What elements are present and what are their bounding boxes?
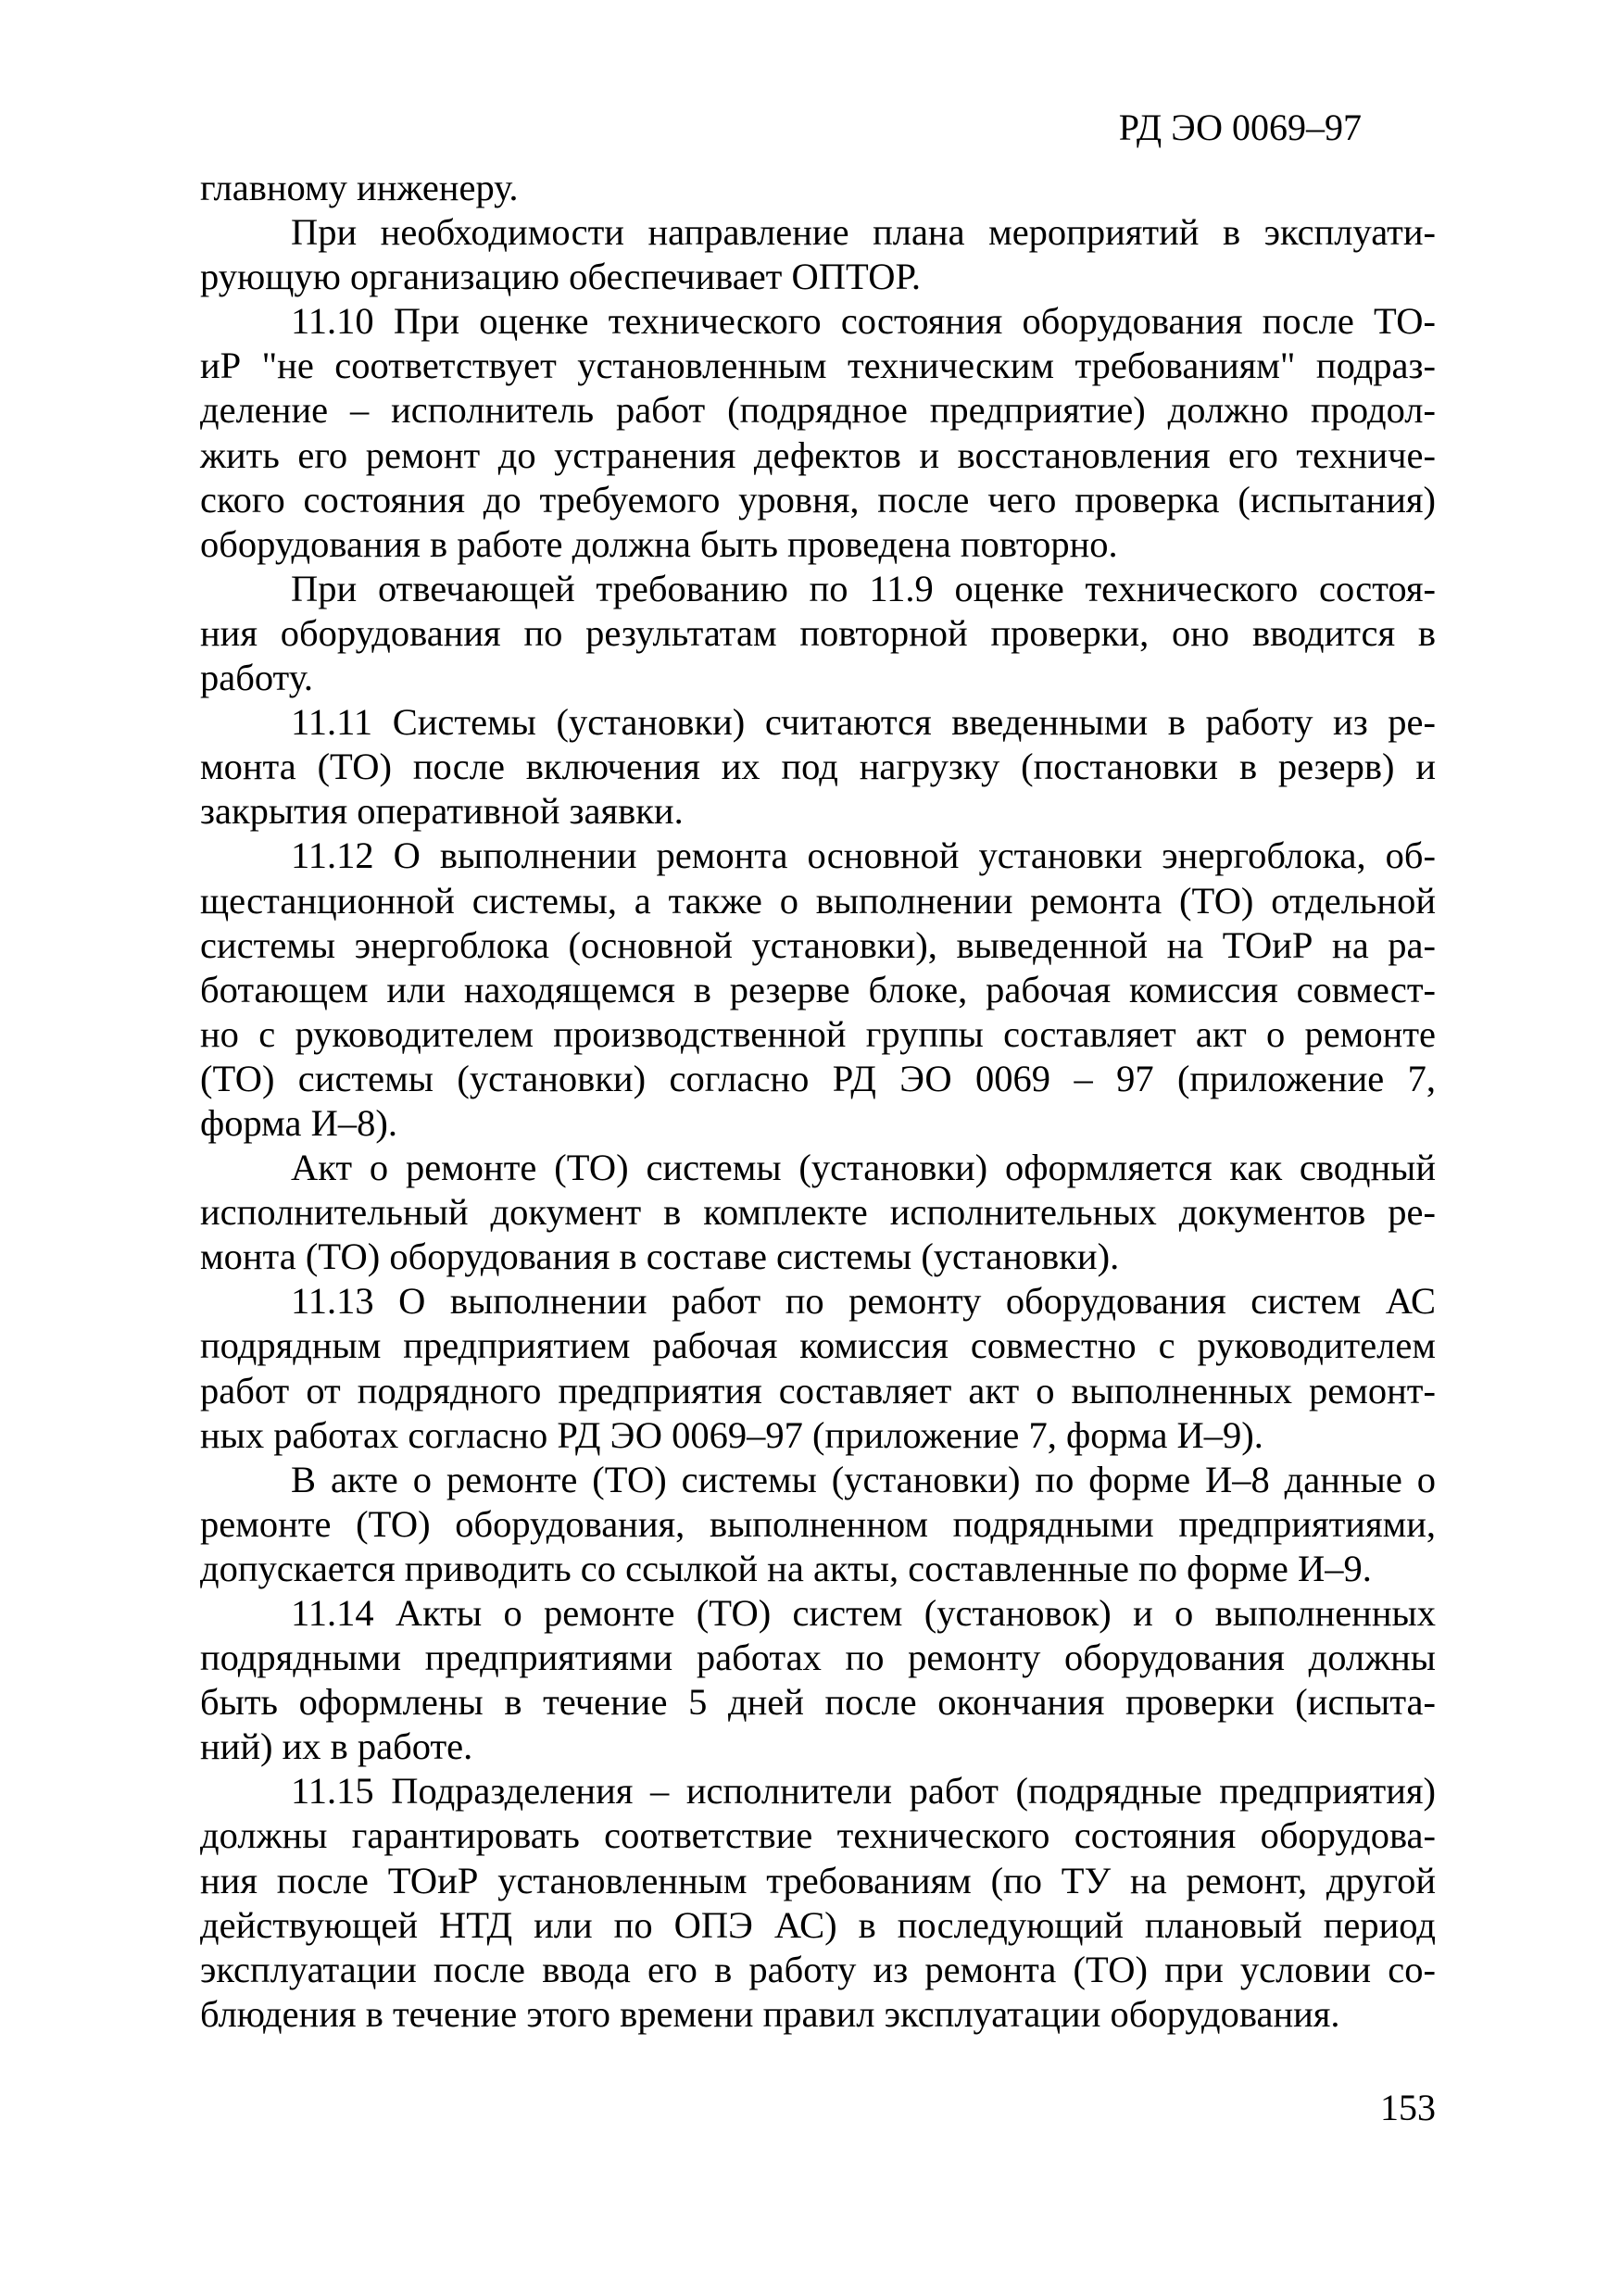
text-line: но с руководителем производственной группы составляет акт о ремонте — [200, 1012, 1436, 1055]
text-line: оборудования в работе должна быть проведена повторно. — [200, 522, 1118, 565]
document-header: РД ЭО 0069–97 — [1118, 107, 1362, 148]
page-number: 153 — [1380, 2087, 1436, 2128]
text-line: Акт о ремонте (ТО) системы (установки) оформляется как сводный — [291, 1147, 1436, 1189]
text-line: щестанционной системы, а также о выполнении ремонта (ТО) отдельной — [200, 879, 1436, 922]
text-line: главному инженеру. — [200, 167, 519, 208]
text-line: ния оборудования по результатам повторной проверки, оно вводится в — [200, 611, 1436, 654]
text-line: допускается приводить со ссылкой на акты, составленные по форме И–9. — [200, 1547, 1372, 1589]
text-line: быть оформлены в течение 5 дней после окончания проверки (испыта- — [200, 1681, 1436, 1724]
text-line: рующую организацию обеспечивает ОПТОР. — [200, 256, 922, 298]
text-line: При отвечающей требованию по 11.9 оценке технического состоя- — [291, 567, 1436, 609]
text-line: монта (ТО) оборудования в составе системы (установки). — [200, 1236, 1120, 1278]
text-line: (ТО) системы (установки) согласно РД ЭО 0069 – 97 (приложение 7, — [200, 1057, 1436, 1099]
text-line: монта (ТО) после включения их под нагрузку (постановки в резерв) и — [200, 746, 1436, 788]
text-line: эксплуатации после ввода его в работу из ремонта (ТО) при условии со- — [200, 1948, 1436, 1990]
text-line: ных работах согласно РД ЭО 0069–97 (приложение 7, форма И–9). — [200, 1413, 1263, 1456]
text-line: закрытия оперативной заявки. — [200, 790, 684, 833]
text-line: 11.12 О выполнении ремонта основной установки энергоблока, об- — [291, 834, 1436, 877]
text-line: действующей НТД или по ОПЭ АС) в последующий плановый период — [200, 1903, 1436, 1946]
text-line: ремонте (ТО) оборудования, выполненном подрядными предприятиями, — [200, 1502, 1436, 1545]
text-line: 11.13 О выполнении работ по ремонту оборудования систем АС — [291, 1280, 1436, 1323]
text-line: должны гарантировать соответствие технического состояния оборудова- — [200, 1814, 1436, 1857]
text-line: 11.11 Системы (установки) считаются введенными в работу из ре- — [291, 701, 1436, 744]
text-line: При необходимости направление плана мероприятий в эксплуати- — [291, 211, 1436, 254]
text-line: деление – исполнитель работ (подрядное предприятие) должно продол- — [200, 389, 1436, 432]
text-line: работу. — [200, 657, 314, 699]
text-line: В акте о ремонте (ТО) системы (установки) по форме И–8 данные о — [291, 1458, 1436, 1500]
text-line: исполнительный документ в комплекте исполнительных документов ре- — [200, 1191, 1436, 1234]
text-line: 11.10 При оценке технического состояния оборудования после ТО- — [291, 300, 1436, 343]
document-body — [200, 166, 1436, 2037]
text-line: блюдения в течение этого времени правил эксплуатации оборудования. — [200, 1992, 1340, 2035]
text-line: ния после ТОиР установленным требованиям (по ТУ на ремонт, другой — [200, 1859, 1436, 1901]
text-line: ний) их в работе. — [200, 1725, 473, 1768]
text-line: иР "не соответствует установленным техническим требованиям" подраз- — [200, 345, 1436, 387]
text-line: жить его ремонт до устранения дефектов и восстановления его техниче- — [200, 433, 1436, 476]
text-line: 11.14 Акты о ремонте (ТО) систем (установок) и о выполненных — [291, 1592, 1436, 1634]
text-line: подрядным предприятием рабочая комиссия совместно с руководителем — [200, 1324, 1436, 1367]
text-line: системы энергоблока (основной установки), выведенной на ТОиР на ра- — [200, 923, 1436, 966]
text-line: ботающем или находящемся в резерве блоке, рабочая комиссия совмест- — [200, 968, 1436, 1010]
text-line: 11.15 Подразделения – исполнители работ (подрядные предприятия) — [291, 1770, 1436, 1813]
text-line: подрядными предприятиями работах по ремонту оборудования должны — [200, 1637, 1436, 1679]
text-line: ского состояния до требуемого уровня, после чего проверка (испытания) — [200, 478, 1436, 521]
text-line: работ от подрядного предприятия составляет акт о выполненных ремонт- — [200, 1369, 1436, 1411]
text-line: форма И–8). — [200, 1101, 397, 1144]
